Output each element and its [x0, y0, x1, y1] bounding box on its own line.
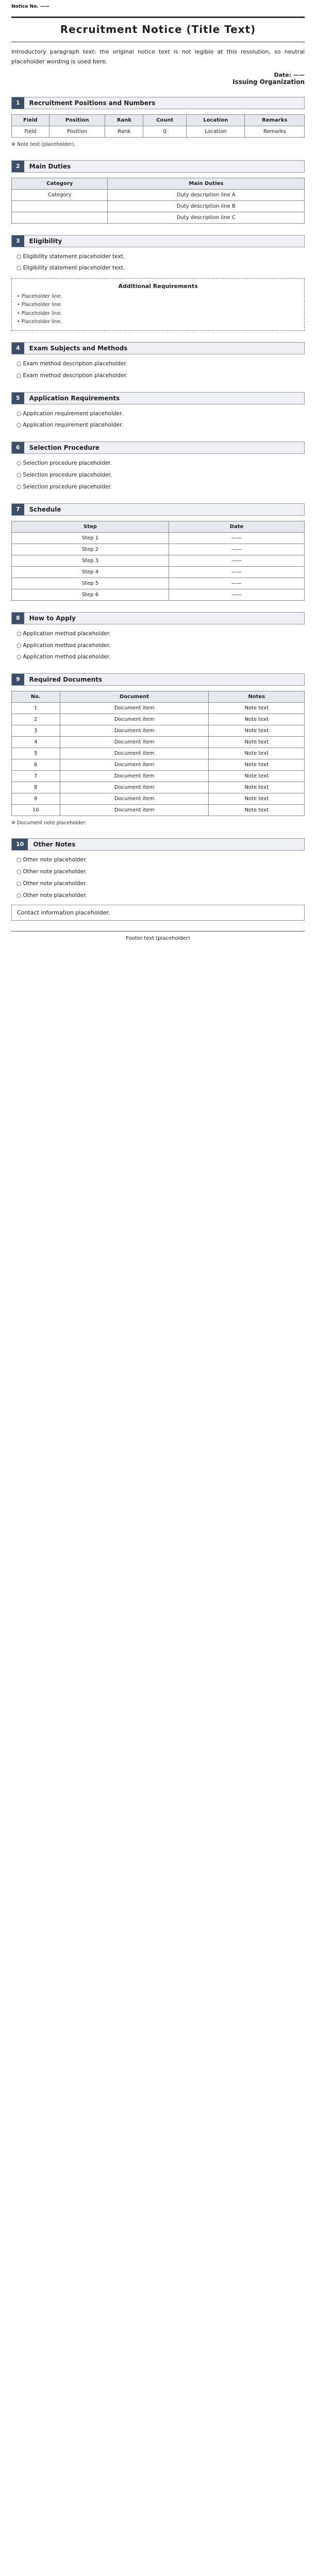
documents-cell: Document item	[60, 771, 209, 782]
other-item: ○ Other note placeholder.	[16, 880, 87, 887]
documents-cell: 3	[12, 725, 60, 737]
schedule-row	[12, 566, 305, 578]
documents-cell: 9	[12, 793, 60, 805]
eligibility-box	[11, 278, 305, 331]
documents-row	[12, 771, 305, 782]
documents-row	[12, 725, 305, 737]
section-number: 8	[12, 613, 24, 624]
section-4-header	[11, 342, 305, 354]
documents-cell: Note text	[209, 703, 305, 714]
apply-item: ○ Application method placeholder.	[16, 642, 111, 649]
documents-header-cell: Document	[60, 691, 209, 703]
schedule-cell: ——	[169, 578, 304, 589]
positions-cell: Remarks	[245, 126, 305, 138]
schedule-cell: Step 4	[12, 566, 169, 578]
section-8-header	[11, 612, 305, 624]
documents-cell: Document item	[60, 782, 209, 793]
section-number: 6	[12, 442, 24, 453]
section-6-header	[11, 442, 305, 454]
issuing-org: Issuing Organization	[232, 78, 305, 86]
documents-row	[12, 748, 305, 759]
section-9-header	[11, 673, 305, 686]
section-5-header	[11, 392, 305, 404]
documents-cell: Note text	[209, 748, 305, 759]
contact-text: Contact information placeholder.	[17, 909, 110, 916]
requirement-item: ○ Application requirement placeholder.	[16, 422, 123, 429]
documents-row	[12, 793, 305, 805]
documents-header-cell: Notes	[209, 691, 305, 703]
schedule-cell: Step 6	[12, 589, 169, 600]
positions-cell: Location	[187, 126, 245, 138]
schedule-cell: Step 2	[12, 544, 169, 555]
section-number: 9	[12, 674, 24, 685]
schedule-row	[12, 589, 305, 600]
documents-cell: 7	[12, 771, 60, 782]
positions-header-cell: Count	[143, 115, 187, 126]
documents-row	[12, 703, 305, 714]
documents-cell: Note text	[209, 805, 305, 816]
positions-cell: 0	[143, 126, 187, 138]
section-title: Eligibility	[29, 237, 62, 245]
section-title: Recruitment Positions and Numbers	[29, 99, 156, 107]
documents-cell: Document item	[60, 737, 209, 748]
duties-cell: Duty description line A	[108, 189, 305, 200]
intro-paragraph: Introductory paragraph text: the original notice text is not legible at this resolution, so neutral placeholder wording is used here.	[11, 48, 305, 65]
duties-row	[12, 189, 305, 200]
apply-item: ○ Application method placeholder.	[16, 654, 111, 660]
section-title: Required Documents	[29, 676, 103, 684]
section-number: 7	[12, 504, 24, 515]
schedule-cell: ——	[169, 589, 304, 600]
documents-cell: 4	[12, 737, 60, 748]
documents-cell: Document item	[60, 703, 209, 714]
notice-date: Date: ——	[274, 72, 305, 79]
eligibility-box-line: • Placeholder line.	[17, 310, 62, 316]
duties-cell	[12, 212, 108, 223]
section-number: 2	[12, 161, 24, 172]
section-7-header	[11, 503, 305, 516]
section-number: 4	[12, 343, 24, 354]
documents-cell: Note text	[209, 725, 305, 737]
documents-row	[12, 782, 305, 793]
eligibility-item: ○ Eligibility statement placeholder text.	[16, 265, 125, 272]
other-item: ○ Other note placeholder.	[16, 869, 87, 875]
contact-box	[11, 905, 305, 921]
documents-cell: Document item	[60, 793, 209, 805]
positions-note: ※ Note text (placeholder).	[11, 142, 76, 148]
schedule-row	[12, 544, 305, 555]
section-title: Application Requirements	[29, 394, 120, 402]
duties-header-cell: Main Duties	[108, 178, 305, 189]
schedule-cell: ——	[169, 566, 304, 578]
duties-table	[11, 178, 305, 224]
title-box	[11, 16, 305, 42]
documents-cell: Document item	[60, 759, 209, 771]
positions-header-cell: Remarks	[245, 115, 305, 126]
schedule-row	[12, 555, 305, 566]
section-title: How to Apply	[29, 614, 76, 622]
section-title: Schedule	[29, 505, 61, 513]
documents-cell: 10	[12, 805, 60, 816]
duties-cell: Duty description line C	[108, 212, 305, 223]
section-number: 3	[12, 235, 24, 247]
documents-cell: Note text	[209, 714, 305, 725]
eligibility-box-line: • Placeholder line.	[17, 302, 62, 308]
documents-table	[11, 691, 305, 816]
duties-row	[12, 200, 305, 212]
documents-row	[12, 714, 305, 725]
procedure-item: ○ Selection procedure placeholder.	[16, 460, 112, 467]
documents-cell: Document item	[60, 748, 209, 759]
section-title: Main Duties	[29, 162, 71, 170]
section-1-header	[11, 97, 305, 109]
documents-note: ※ Document note placeholder.	[11, 820, 87, 826]
schedule-header-cell: Date	[169, 521, 304, 532]
schedule-cell: ——	[169, 555, 304, 566]
section-title: Other Notes	[33, 841, 76, 849]
duties-header-cell: Category	[12, 178, 108, 189]
procedure-item: ○ Selection procedure placeholder.	[16, 483, 112, 490]
documents-cell: Note text	[209, 759, 305, 771]
documents-cell: Document item	[60, 714, 209, 725]
top-note: Notice No. ——	[11, 4, 49, 9]
other-item: ○ Other note placeholder.	[16, 857, 87, 863]
section-number: 5	[12, 393, 24, 404]
documents-cell: Note text	[209, 782, 305, 793]
schedule-cell: ——	[169, 532, 304, 544]
positions-header-cell: Field	[12, 115, 49, 126]
eligibility-box-line: • Placeholder line.	[17, 318, 62, 325]
eligibility-box-title: Additional Requirements	[118, 283, 198, 290]
schedule-table	[11, 521, 305, 601]
notice-title: Recruitment Notice (Title Text)	[60, 23, 256, 36]
section-number: 10	[12, 839, 28, 850]
section-number: 1	[12, 97, 24, 109]
documents-row	[12, 759, 305, 771]
schedule-header-cell: Step	[12, 521, 169, 532]
duties-cell: Category	[12, 189, 108, 200]
documents-row	[12, 805, 305, 816]
documents-cell: Note text	[209, 737, 305, 748]
duties-row	[12, 212, 305, 223]
section-title: Selection Procedure	[29, 444, 100, 452]
duties-cell: Duty description line B	[108, 200, 305, 212]
documents-header-cell: No.	[12, 691, 60, 703]
positions-header-cell: Position	[49, 115, 105, 126]
schedule-cell: ——	[169, 544, 304, 555]
documents-cell: 5	[12, 748, 60, 759]
documents-cell: 8	[12, 782, 60, 793]
positions-cell: Field	[12, 126, 49, 138]
schedule-row	[12, 532, 305, 544]
documents-cell: 1	[12, 703, 60, 714]
schedule-cell: Step 3	[12, 555, 169, 566]
duties-cell	[12, 200, 108, 212]
documents-cell: Note text	[209, 771, 305, 782]
footer: Footer text (placeholder)	[11, 931, 305, 941]
schedule-row	[12, 578, 305, 589]
requirement-item: ○ Application requirement placeholder.	[16, 410, 123, 417]
positions-header-cell: Location	[187, 115, 245, 126]
documents-cell: Note text	[209, 793, 305, 805]
documents-cell: 2	[12, 714, 60, 725]
positions-header-cell: Rank	[105, 115, 143, 126]
procedure-item: ○ Selection procedure placeholder.	[16, 472, 112, 479]
documents-row	[12, 737, 305, 748]
section-10-header	[11, 838, 305, 851]
positions-table	[11, 114, 305, 138]
exam-item: ○ Exam method description placeholder.	[16, 372, 128, 379]
exam-item: ○ Exam method description placeholder.	[16, 360, 128, 367]
positions-cell: Position	[49, 126, 105, 138]
schedule-cell: Step 5	[12, 578, 169, 589]
eligibility-box-line: • Placeholder line.	[17, 294, 62, 300]
documents-cell: Document item	[60, 725, 209, 737]
other-item: ○ Other note placeholder.	[16, 892, 87, 899]
positions-row	[12, 126, 305, 138]
apply-item: ○ Application method placeholder.	[16, 630, 111, 637]
section-title: Exam Subjects and Methods	[29, 344, 128, 352]
documents-cell: Document item	[60, 805, 209, 816]
section-2-header	[11, 160, 305, 173]
eligibility-item: ○ Eligibility statement placeholder text.	[16, 253, 125, 260]
positions-cell: Rank	[105, 126, 143, 138]
schedule-cell: Step 1	[12, 532, 169, 544]
documents-cell: 6	[12, 759, 60, 771]
section-3-header	[11, 235, 305, 247]
